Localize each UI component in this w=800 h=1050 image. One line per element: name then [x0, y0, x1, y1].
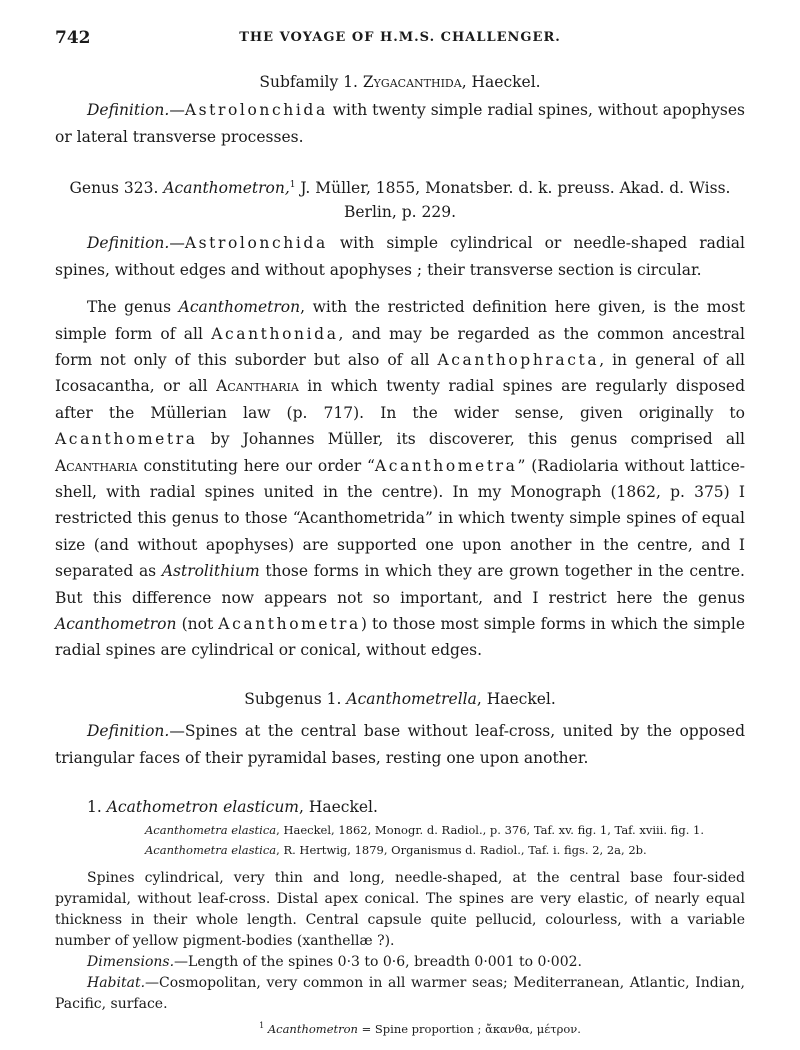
- running-title: THE VOYAGE OF H.M.S. CHALLENGER.: [239, 30, 561, 45]
- subfamily-definition: Definition.—Astrolonchida with twenty simple radial spines, without apophyses or lateral transverse processes.: [55, 101, 745, 146]
- synonymy-entry: Acanthometra elastica, R. Hertwig, 1879, Organismus d. Radiol., Taf. i. figs. 2, 2a, 2b.: [145, 842, 647, 857]
- synonymy-list: [55, 820, 745, 860]
- species-habitat: Habitat.—Cosmopolitan, very common in all warmer seas; Mediterranean, Atlantic, Indian, Pacific, surface.: [55, 974, 745, 1012]
- genus-definition: Definition.—Astrolonchida with simple cylindrical or needle-shaped radial spines, without edges and without apophyses ; their transverse section is circular.: [55, 234, 745, 280]
- footnote: $^1$ Acanthometron = Spine proportion ; ἄκανθα, μέτρον.: [259, 1020, 581, 1036]
- subgenus-name: Acanthometrella: [346, 689, 477, 708]
- page: [55, 28, 745, 1036]
- subfamily-name: Zygacanthida: [362, 73, 462, 91]
- subgenus-heading: Subgenus 1. Acanthometrella, Haeckel.: [244, 689, 556, 708]
- genus-discussion: The genus Acanthometron, with the restricted definition here given, is the most simple form of all Acanthonida, and may be regarded as the common ancestral form not only of this suborder but also of all Acanthophracta, in general of all Icosacantha, or all Acantharia in which twenty radial spines are regularly disposed after the Müllerian law (p. 717). In the wider sense, given originally to Acanthometra by Johannes Müller, its discoverer, this genus comprised all Acantharia constituting here our order “Acanthometra” (Radiolaria without lattice-shell, with radial spines united in the centre). In my Monograph (1862, p. 375) I restricted this genus to those “Acanthometrida” in which twenty simple spines of equal size (and without apophyses) are supported one upon another in the centre, and I separated as Astrolithium those forms in which they are grown together in the centre. But this difference now appears not so important, and I restrict here the genus Acanthometron (not Acanthometra) to those most simple forms in which the simple radial spines are cylindrical or conical, without edges.: [55, 298, 745, 660]
- species-heading: 1. Acathometron elasticum, Haeckel.: [87, 797, 378, 816]
- genus-heading: Genus 323. Acanthometron,$^1$ J. Müller, 1855, Monatsber. d. k. preuss. Akad. d. Wiss. Berlin, p. 229.: [69, 179, 731, 222]
- page-header: [55, 28, 745, 58]
- genus-name: Acanthometron,: [163, 179, 290, 198]
- species-name: Acathometron elasticum: [106, 797, 300, 816]
- subgenus-definition: Definition.—Spines at the central base without leaf-cross, united by the opposed triangular faces of their pyramidal bases, resting one upon another.: [55, 721, 745, 767]
- subfamily-heading: Subfamily 1. Zygacanthida, Haeckel.: [259, 73, 541, 91]
- species-description: Spines cylindrical, very thin and long, needle-shaped, at the central base four-sided pyramidal, without leaf-cross. Distal apex conical. The spines are very elastic, of nearly equal thickness in their whole length. Central capsule quite pellucid, colourless, with a variable number of yellow pigment-bodies (xanthellæ ?).: [55, 869, 745, 949]
- page-number: 742: [55, 28, 91, 48]
- species-dimensions: Dimensions.—Length of the spines 0·3 to 0·6, breadth 0·001 to 0·002.: [87, 953, 582, 970]
- synonymy-entry: Acanthometra elastica, Haeckel, 1862, Monogr. d. Radiol., p. 376, Taf. xv. fig. 1, Taf. xviii. fig. 1.: [145, 822, 704, 837]
